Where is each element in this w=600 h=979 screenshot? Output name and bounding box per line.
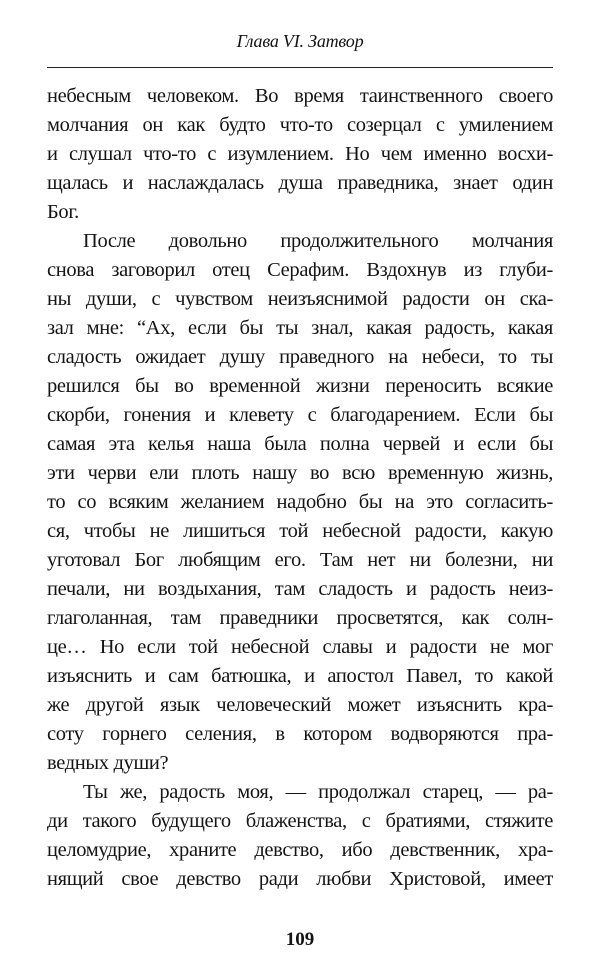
text-line: це… Но если той небесной славы и радости не мог xyxy=(47,636,553,658)
text-line: эти черви ели плоть нашу во всю временную жизнь, xyxy=(47,462,553,484)
paragraph xyxy=(47,778,553,894)
text-line: и слушал что-то с изумлением. Но чем именно восхи- xyxy=(47,143,553,165)
text-line: самая эта келья наша была полна червей и если бы xyxy=(47,433,553,455)
text-line: нящий свое девство ради любви Христовой, имеет xyxy=(47,868,553,890)
text-line: уготовал Бог любящим его. Там нет ни болезни, ни xyxy=(47,549,553,571)
text-line: ведных души? xyxy=(47,752,169,774)
text-line: целомудрие, храните девство, ибо девственник, хра- xyxy=(47,839,553,861)
running-head-title: Глава VI. Затвор xyxy=(236,31,364,51)
text-line: сладость ожидает душу праведного на небеси, то ты xyxy=(47,346,553,368)
text-line: зал мне: “Ах, если бы ты знал, какая радость, какая xyxy=(47,317,553,339)
text-line: молчания он как будто что-то созерцал с умилением xyxy=(47,114,553,136)
body-text xyxy=(47,82,553,894)
paragraph xyxy=(47,82,553,227)
text-line: снова заговорил отец Серафим. Вздохнув из глуби- xyxy=(47,259,553,281)
text-line: ся, чтобы не лишиться той небесной радости, какую xyxy=(47,520,553,542)
text-line: изъяснить и сам батюшка, и апостол Павел, то какой xyxy=(47,665,553,687)
text-line: Ты же, радость моя, — продолжал старец, — ра- xyxy=(83,781,553,803)
text-line: же другой язык человеческий может изъяснить кра- xyxy=(47,694,553,716)
paragraph xyxy=(47,227,553,778)
text-line: щалась и наслаждалась душа праведника, знает один xyxy=(47,172,553,194)
text-line: то со всяким желанием надобно бы на это согласить- xyxy=(47,491,553,513)
text-line: глаголанная, там праведники просветятся, как солн- xyxy=(47,607,553,629)
page-number: 109 xyxy=(285,929,315,950)
text-line: небесным человеком. Во время таинственного своего xyxy=(47,85,553,107)
text-line: решился бы во временной жизни переносить всякие xyxy=(47,375,553,397)
text-line: печали, ни воздыхания, там сладость и радость неиз- xyxy=(47,578,553,600)
text-line: После довольно продолжительного молчания xyxy=(83,230,553,252)
text-line: скорби, гонения и клевету с благодарением. Если бы xyxy=(47,404,553,426)
text-line: Бог. xyxy=(47,201,79,223)
text-line: соту горнего селения, в котором водворяются пра- xyxy=(47,723,553,745)
text-line: ны души, с чувством неизъяснимой радости он ска- xyxy=(47,288,553,310)
header-rule xyxy=(47,67,553,68)
text-line: ди такого будущего блаженства, с братиями, стяжите xyxy=(47,810,553,832)
